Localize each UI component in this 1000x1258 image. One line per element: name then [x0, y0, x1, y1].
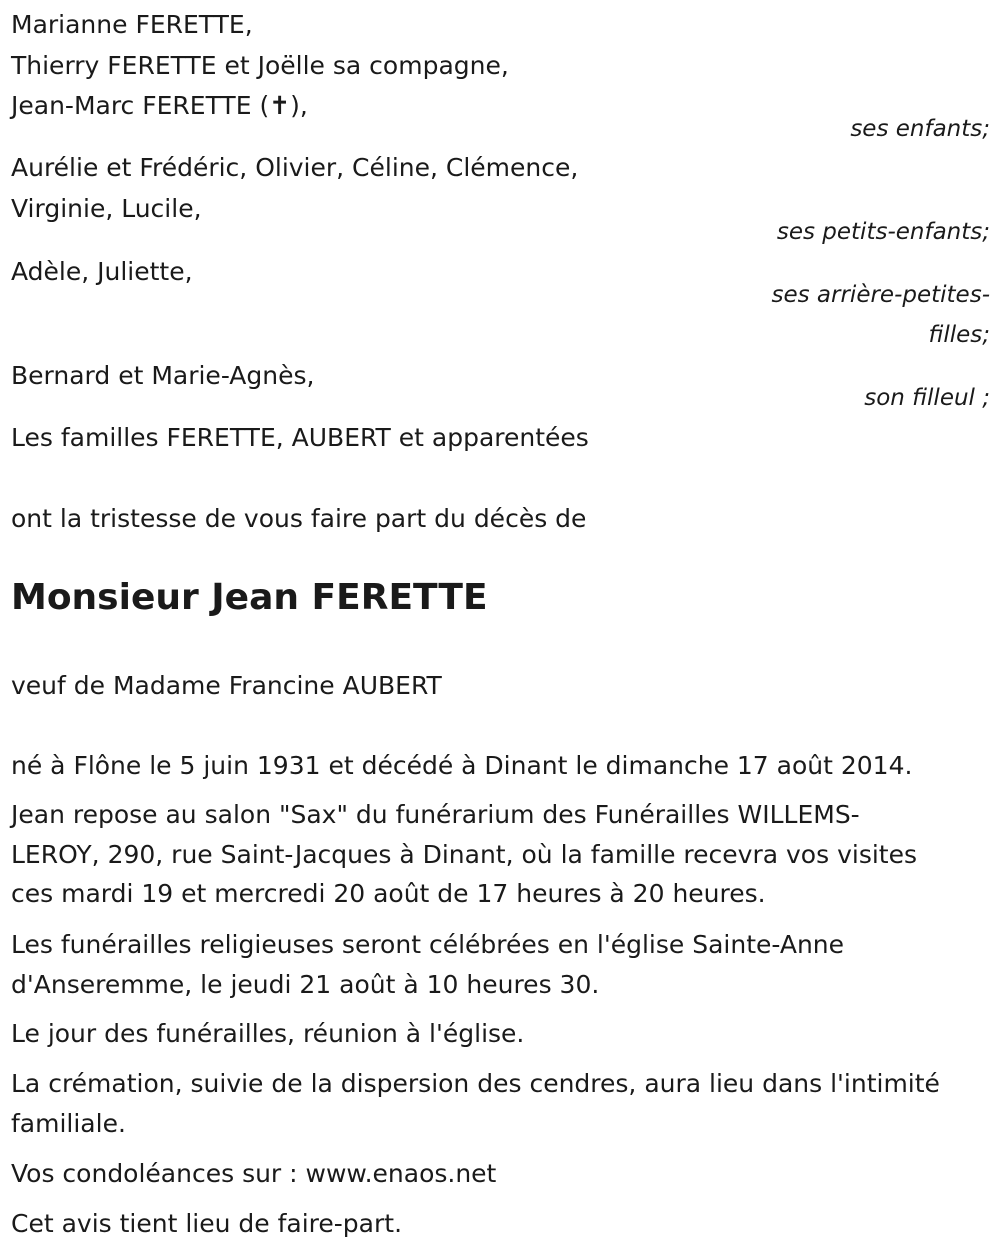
- deceased-name: Monsieur Jean FERETTE: [11, 577, 488, 618]
- grandchild-line-2: Virginie, Lucile,: [11, 194, 202, 223]
- child-line-3: Jean-Marc FERETTE (✝),: [11, 91, 308, 120]
- funeral-line-1: Les funérailles religieuses seront célébrées en l'église Sainte-Anne: [11, 930, 845, 959]
- godson-role: son filleul ;: [864, 385, 990, 411]
- funeral-line-2: d'Anseremme, le jeudi 21 août à 10 heures 30.: [11, 970, 600, 999]
- godson-line: Bernard et Marie-Agnès,: [11, 361, 315, 390]
- cremation-line-2: familiale.: [11, 1109, 126, 1138]
- grandchildren-role: ses petits-enfants;: [776, 219, 990, 245]
- cremation-line-1: La crémation, suivie de la dispersion des cendres, aura lieu dans l'intimité: [11, 1069, 940, 1098]
- meeting-line: Le jour des funérailles, réunion à l'église.: [11, 1019, 525, 1048]
- condolences-line: Vos condoléances sur : www.enaos.net: [11, 1159, 497, 1188]
- visitation-line-3: ces mardi 19 et mercredi 20 août de 17 heures à 20 heures.: [11, 879, 766, 908]
- announcement: ont la tristesse de vous faire part du décès de: [11, 504, 587, 533]
- notice-line: Cet avis tient lieu de faire-part.: [11, 1209, 403, 1238]
- child-line-1: Marianne FERETTE,: [11, 10, 253, 39]
- great-grandchild-line: Adèle, Juliette,: [11, 257, 193, 286]
- great-grandchildren-role-1: ses arrière-petites-: [771, 282, 990, 308]
- birth-death: né à Flône le 5 juin 1931 et décédé à Dinant le dimanche 17 août 2014.: [11, 751, 913, 780]
- visitation-line-1: Jean repose au salon "Sax" du funérarium des Funérailles WILLEMS-: [11, 800, 860, 829]
- great-grandchildren-role-2: filles;: [928, 322, 990, 348]
- child-line-2: Thierry FERETTE et Joëlle sa compagne,: [11, 51, 509, 80]
- visitation-line-2: LEROY, 290, rue Saint-Jacques à Dinant, où la famille recevra vos visites: [11, 840, 917, 869]
- families-line: Les familles FERETTE, AUBERT et apparentées: [11, 423, 589, 452]
- widower-of: veuf de Madame Francine AUBERT: [11, 671, 442, 700]
- children-role: ses enfants;: [850, 116, 990, 142]
- grandchild-line-1: Aurélie et Frédéric, Olivier, Céline, Clémence,: [11, 153, 579, 182]
